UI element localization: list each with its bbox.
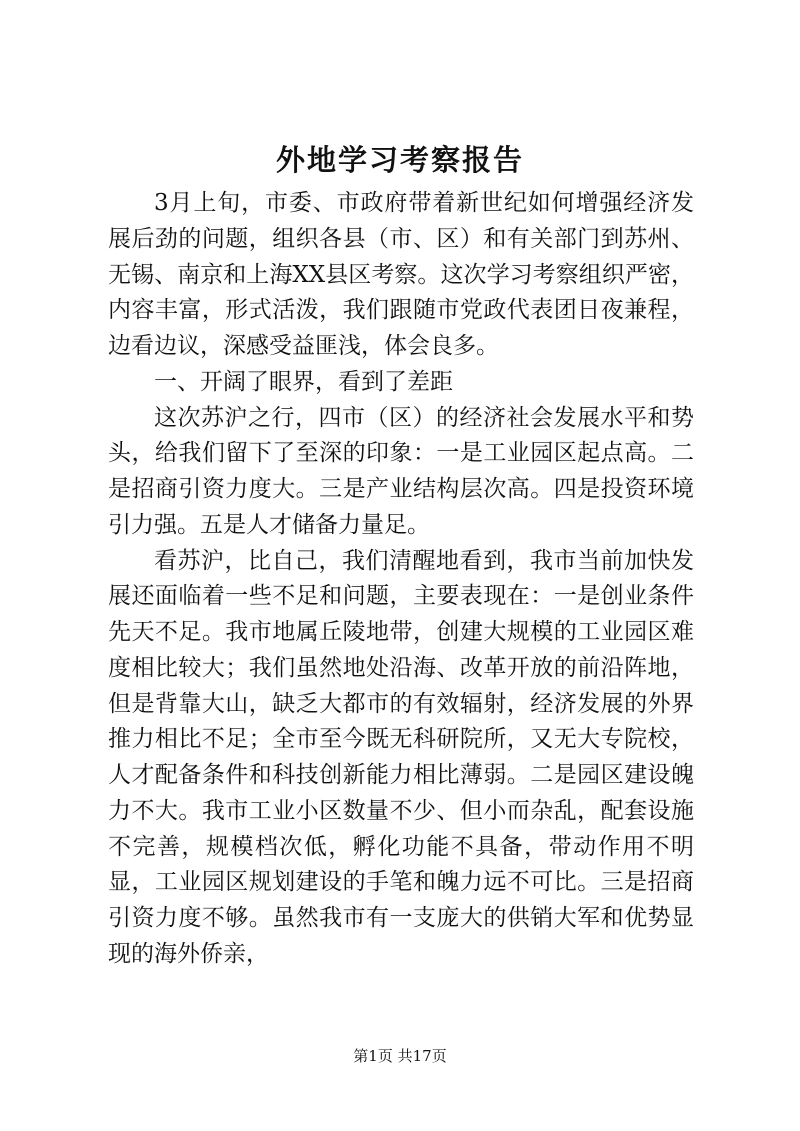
- paragraph-shortcomings: 看苏沪，比自己，我们清醒地看到，我市当前加快发展还面临着一些不足和问题，主要表现在：一是创业条件先天不足。我市地属丘陵地带，创建大规模的工业园区难度相比较大；我们虽然地处沿海、改革开放的前沿阵地，但是背靠大山，缺乏大都市的有效辐射，经济发展的外界推力相比不足；全市至今既无科研院所，又无大专院校，人才配备条件和科技创新能力相比薄弱。二是园区建设魄力不大。我市工业小区数量不少、但小而杂乱，配套设施不完善，规模档次低，孵化功能不具备，带动作用不明显，工业园区规划建设的手笔和魄力远不可比。三是招商引资力度不够。虽然我市有一支庞大的供销大军和优势显现的海外侨亲，: [108, 547, 694, 967]
- paragraph-impressions: 这次苏沪之行，四市（区）的经济社会发展水平和势头，给我们留下了至深的印象：一是工业园区起点高。二是招商引资力度大。三是产业结构层次高。四是投资环境引力强。五是人才储备力量足。: [108, 404, 694, 538]
- section-heading-1: 一、开阔了眼界，看到了差距: [154, 368, 453, 395]
- page-footer: 第1页 共17页: [353, 1047, 447, 1065]
- document-title: 外地学习考察报告: [275, 143, 524, 177]
- document-body: [108, 186, 694, 973]
- paragraph-intro: 3月上旬，市委、市政府带着新世纪如何增强经济发展后劲的问题，组织各县（市、区）和有关部门到苏州、无锡、南京和上海XX县区考察。这次学习考察组织严密，内容丰富，形式活泼，我们跟随市党政代表团日夜兼程，边看边议，深感受益匪浅，体会良多。: [108, 190, 694, 359]
